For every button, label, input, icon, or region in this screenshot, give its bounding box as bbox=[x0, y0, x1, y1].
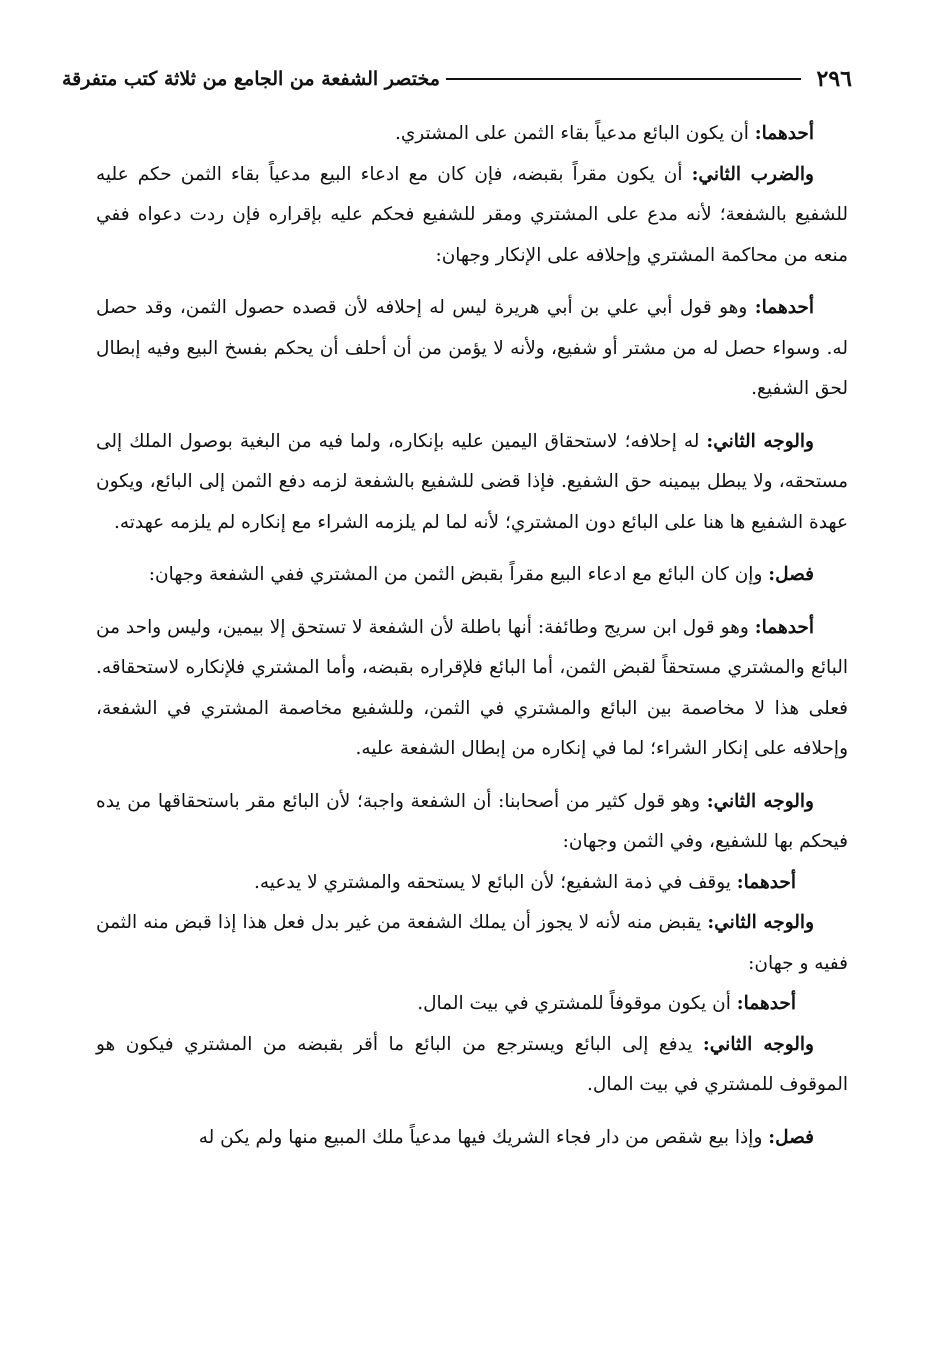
paragraph-text: أن يكون موقوفاً للمشتري في بيت المال. bbox=[417, 993, 737, 1014]
paragraph-lead: والوجه الثاني: bbox=[702, 1033, 814, 1055]
paragraph-lead: والوجه الثاني: bbox=[707, 912, 814, 933]
paragraph bbox=[96, 984, 848, 1025]
paragraph-text: أن يكون مقراً بقبضه، فإن كان مع ادعاء البيع مدعياً بقاء الثمن حكم عليه للشفيع بالشفعة؛ لأنه مدع على المشتري ومقر للشفيع فحكم عليه بإقراره فإن ردت دعواه ففي منعه من محاكمة المشتري وإحلافه على الإنكار وجهان: bbox=[96, 163, 848, 266]
paragraph-lead: أحدهما: bbox=[754, 297, 814, 318]
page-number: ٢٩٦ bbox=[816, 66, 852, 92]
paragraph bbox=[96, 782, 848, 863]
header-rule bbox=[446, 78, 801, 80]
running-title: مختصر الشفعة من الجامع من ثلاثة كتب متفرقة bbox=[62, 68, 440, 90]
paragraph bbox=[96, 608, 848, 770]
paragraph-text: وهو قول كثير من أصحابنا: أن الشفعة واجبة؛ لأن البائع مقر باستحقاقها من يده فيحكم بها للشفيع، وفي الثمن وجهان: bbox=[96, 790, 848, 852]
paragraph-text: وإذا بيع شقص من دار فجاء الشريك فيها مدعياً ملك المبيع منها ولم يكن له bbox=[198, 1126, 769, 1148]
paragraph-text: يدفع إلى البائع ويسترجع من البائع ما أقر بقبضه من المشتري فيكون هو الموقوف للمشتري في بيت المال. bbox=[96, 1033, 848, 1095]
paragraph-text: له إحلافه؛ لاستحقاق اليمين عليه بإنكاره، ولما فيه من البغية بوصول الملك إلى مستحقه، ولا يبطل بيمينه حق الشفيع. فإذا قضى للشفيع بالشفعة لزمه دفع الثمن إلى البائع، ويكون عهدة الشفيع ها هنا على البائع دون المشتري؛ لأنه لما لم يلزمه الشراء مع إنكاره لم يلزمه عهدته. bbox=[96, 430, 848, 533]
paragraph-lead: فصل: bbox=[768, 564, 814, 585]
paragraph-text: وهو قول أبي علي بن أبي هريرة ليس له إحلافه لأن قصده حصول الثمن، وقد حصل له. وسواء حصل له من مشتر أو شفيع، ولأنه لا يؤمن من أن أحلف أن يحكم بفسخ البيع وفيه إبطال لحق الشفيع. bbox=[96, 297, 848, 399]
paragraph-lead: أحدهما: bbox=[754, 616, 814, 638]
paragraph bbox=[96, 288, 848, 410]
paragraph-text: وإن كان البائع مع ادعاء البيع مقراً بقبض الثمن من المشتري ففي الشفعة وجهان: bbox=[148, 564, 769, 585]
paragraph-lead: والوجه الثاني: bbox=[706, 790, 814, 812]
paragraph bbox=[96, 114, 848, 155]
paragraph bbox=[96, 422, 848, 544]
paragraph-text: يوقف في ذمة الشفيع؛ لأن البائع لا يستحقه والمشتري لا يدعيه. bbox=[253, 871, 737, 893]
body-text bbox=[96, 114, 848, 1158]
paragraph-lead: أحدهما: bbox=[736, 993, 796, 1014]
paragraph-lead: أحدهما: bbox=[754, 123, 814, 144]
paragraph bbox=[96, 555, 848, 596]
paragraph-lead: والوجه الثاني: bbox=[706, 430, 814, 452]
paragraph-text: وهو قول ابن سريج وطائفة: أنها باطلة لأن الشفعة لا تستحق إلا بيمين، وليس واحد من البائع والمشتري مستحقاً لقبض الثمن، أما البائع فلإقراره بقبضه، وأما المشتري فلإنكاره لاستحقاقه. فعلى هذا لا مخاصمة بين البائع والمشتري في الثمن، وللشفيع مخاصمة المشتري في الشفعة، وإحلافه على إنكار الشراء؛ لما في إنكاره من إبطال الشفعة عليه. bbox=[96, 616, 848, 759]
paragraph bbox=[96, 155, 848, 277]
paragraph-lead: فصل: bbox=[768, 1126, 814, 1148]
running-header bbox=[62, 64, 852, 94]
paragraph-lead: والضرب الثاني: bbox=[691, 163, 814, 185]
paragraph bbox=[96, 1025, 848, 1106]
paragraph bbox=[96, 903, 848, 984]
paragraph bbox=[96, 863, 848, 904]
paragraph bbox=[96, 1118, 848, 1159]
paragraph-text: أن يكون البائع مدعياً بقاء الثمن على المشتري. bbox=[394, 123, 755, 144]
paragraph-text: يقبض منه لأنه لا يجوز أن يملك الشفعة من غير بدل فعل هذا إذا قبض منه الثمن ففيه و جهان: bbox=[96, 912, 848, 974]
paragraph-lead: أحدهما: bbox=[736, 871, 796, 893]
